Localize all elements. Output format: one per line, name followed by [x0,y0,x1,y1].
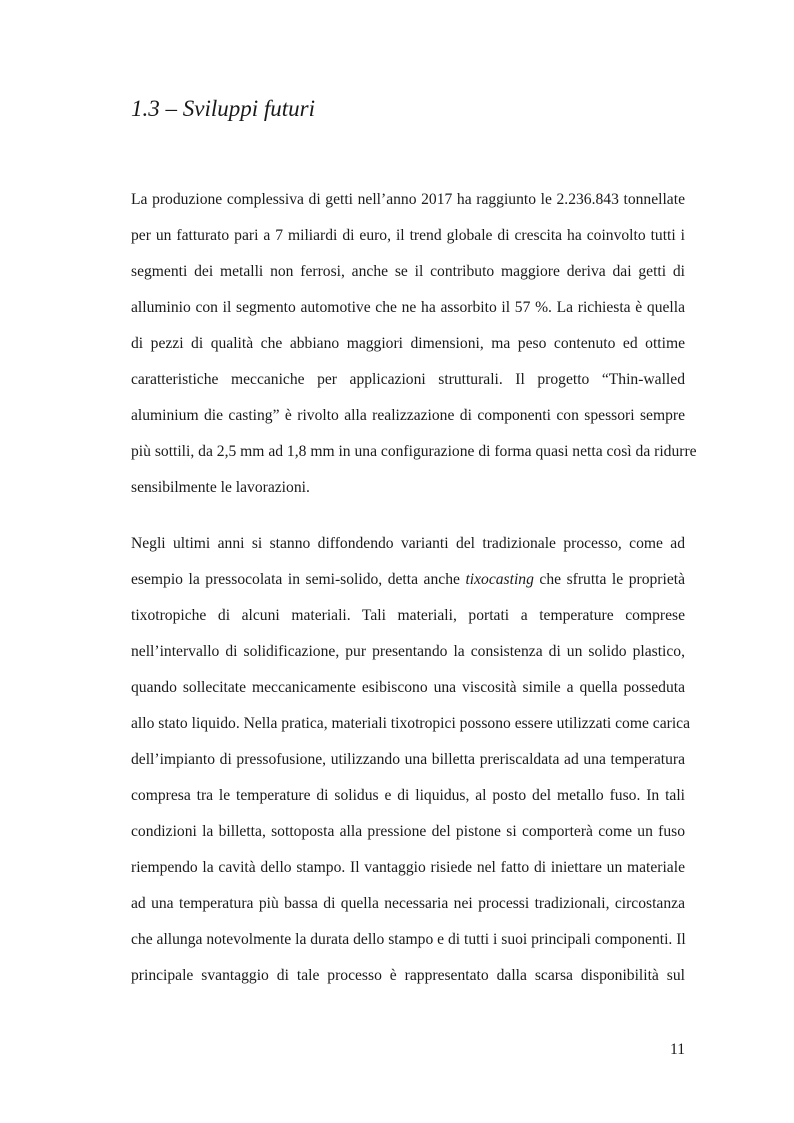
paragraph-1-line-1: La produzione complessiva di getti nell’anno 2017 ha raggiunto le 2.236.843 tonnellate [131,191,685,208]
paragraph-1-line-8: più sottili, da 2,5 mm ad 1,8 mm in una configurazione di forma quasi netta così da ridurre [131,443,697,460]
emphasized-term: tixocasting [465,571,534,588]
paragraph-2-line-8: compresa tra le temperature di solidus e di liquidus, al posto del metallo fuso. In tali [131,787,685,804]
paragraph-1-line-9: sensibilmente le lavorazioni. [131,479,310,496]
paragraph-2-line-13: principale svantaggio di tale processo è rappresentato dalla scarsa disponibilità sul [131,967,685,984]
paragraph-1-line-3: segmenti dei metalli non ferrosi, anche se il contributo maggiore deriva dai getti di [131,263,685,280]
paragraph-2-line-4: nell’intervallo di solidificazione, pur presentando la consistenza di un solido plastico, [131,643,685,660]
paragraph-1-line-5: di pezzi di qualità che abbiano maggiori dimensioni, ma peso contenuto ed ottime [131,335,685,352]
paragraph-2-line-12: che allunga notevolmente la durata dello stampo e di tutti i suoi principali componenti. Il [131,931,686,948]
paragraph-2-line-1: Negli ultimi anni si stanno diffondendo varianti del tradizionale processo, come ad [131,535,685,552]
paragraph-2-line-3: tixotropiche di alcuni materiali. Tali materiali, portati a temperature comprese [131,607,685,624]
paragraph-2-line-7: dell’impianto di pressofusione, utilizzando una billetta preriscaldata ad una temperatura [131,751,685,768]
paragraph-1-line-4: alluminio con il segmento automotive che ne ha assorbito il 57 %. La richiesta è quella [131,299,685,316]
paragraph-2-line-6: allo stato liquido. Nella pratica, materiali tixotropici possono essere utilizzati come carica [131,715,691,732]
paragraph-1-line-6: caratteristiche meccaniche per applicazioni strutturali. Il progetto “Thin-walled [131,371,685,388]
paragraph-1-line-2: per un fatturato pari a 7 miliardi di euro, il trend globale di crescita ha coinvolto tutti i [131,227,685,244]
paragraph-2-line-10: riempendo la cavità dello stampo. Il vantaggio risiede nel fatto di iniettare un materiale [131,859,685,876]
paragraph-2-line-11: ad una temperatura più bassa di quella necessaria nei processi tradizionali, circostanza [131,895,685,912]
paragraph-1-line-7: aluminium die casting” è rivolto alla realizzazione di componenti con spessori sempre [131,407,685,424]
paragraph-2-line-2-after: che sfrutta le proprietà [533,571,685,588]
paragraph-2-line-2 [131,570,685,590]
paragraph-2-line-9: condizioni la billetta, sottoposta alla pressione del pistone si comporterà come un fuso [131,823,685,840]
paragraph-2-line-2-before: esempio la pressocolata in semi-solido, detta anche [131,571,466,588]
section-heading: 1.3 – Sviluppi futuri [131,96,315,121]
paragraph-2-line-5: quando sollecitate meccanicamente esibiscono una viscosità simile a quella posseduta [131,679,685,696]
page-number: 11 [669,1041,685,1058]
